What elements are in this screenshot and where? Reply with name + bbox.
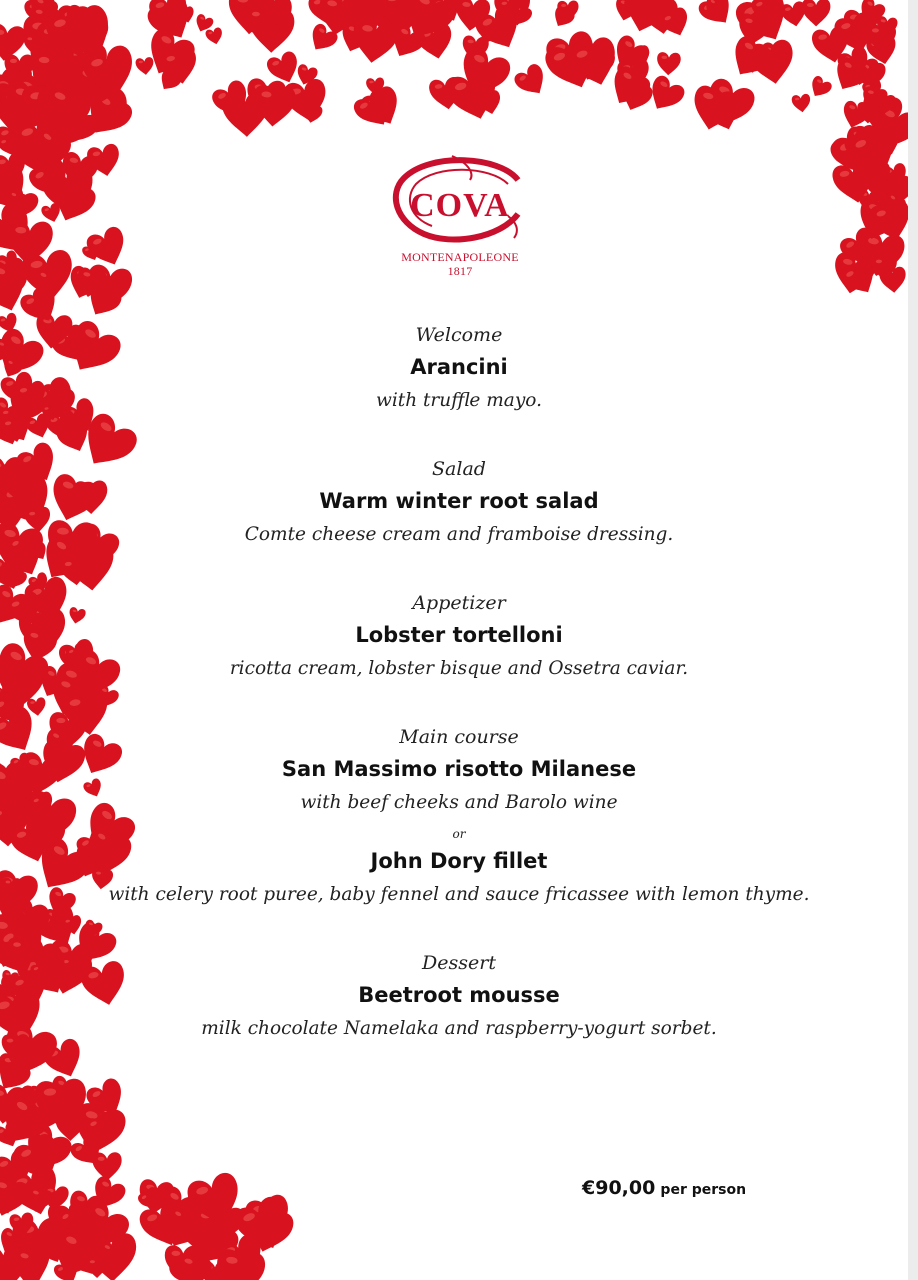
cova-emblem-icon bbox=[390, 150, 530, 250]
dish-name: San Massimo risotto Milanese bbox=[281, 757, 637, 781]
alt-dish-description: with celery root puree, baby fennel and sauce fricassee with lemon thyme. bbox=[108, 884, 810, 905]
course-welcome bbox=[100, 320, 818, 418]
heart-icon bbox=[26, 697, 47, 717]
course-label: Appetizer bbox=[412, 592, 506, 614]
price-unit: per person bbox=[660, 1182, 747, 1198]
heart-icon bbox=[656, 52, 681, 76]
or-separator: or bbox=[452, 827, 466, 841]
menu-list bbox=[100, 320, 818, 1082]
heart-icon bbox=[45, 471, 102, 527]
heart-icon bbox=[135, 57, 155, 76]
heart-icon bbox=[512, 62, 552, 102]
heart-icon bbox=[802, 0, 831, 26]
page-edge bbox=[908, 0, 918, 1280]
dish-description: with truffle mayo. bbox=[376, 390, 542, 411]
price-amount: €90,00 bbox=[582, 1177, 656, 1199]
dish-name: Arancini bbox=[410, 355, 508, 379]
svg-text:COVA: COVA bbox=[410, 187, 510, 224]
course-appetizer bbox=[100, 588, 818, 686]
heart-icon bbox=[84, 224, 132, 271]
heart-icon bbox=[791, 93, 812, 113]
heart-icon bbox=[806, 74, 833, 101]
dish-description: Comte cheese cream and framboise dressing. bbox=[244, 524, 674, 545]
course-label: Salad bbox=[432, 458, 486, 480]
dish-name: Lobster tortelloni bbox=[355, 623, 563, 647]
heart-icon bbox=[67, 606, 86, 625]
dish-description: milk chocolate Namelaka and raspberry-yogurt sorbet. bbox=[201, 1018, 717, 1039]
course-salad bbox=[100, 454, 818, 552]
heart-icon bbox=[265, 49, 304, 87]
alt-dish-name: John Dory fillet bbox=[370, 849, 548, 873]
dish-name: Beetroot mousse bbox=[358, 983, 560, 1007]
heart-icon bbox=[780, 0, 809, 28]
logo-location: MONTENAPOLEONE bbox=[401, 250, 519, 264]
heart-icon bbox=[205, 27, 225, 46]
dish-name: Warm winter root salad bbox=[319, 489, 599, 513]
logo-year: 1817 bbox=[447, 264, 473, 278]
course-label: Main course bbox=[399, 726, 519, 748]
cova-logo bbox=[380, 150, 540, 290]
price-per-person bbox=[582, 1177, 746, 1199]
course-dessert bbox=[100, 948, 818, 1046]
course-label: Welcome bbox=[415, 324, 503, 346]
dish-description: ricotta cream, lobster bisque and Ossetra caviar. bbox=[229, 658, 689, 679]
course-main bbox=[100, 722, 818, 912]
dish-description: with beef cheeks and Barolo wine bbox=[300, 792, 618, 813]
course-label: Dessert bbox=[422, 952, 496, 974]
